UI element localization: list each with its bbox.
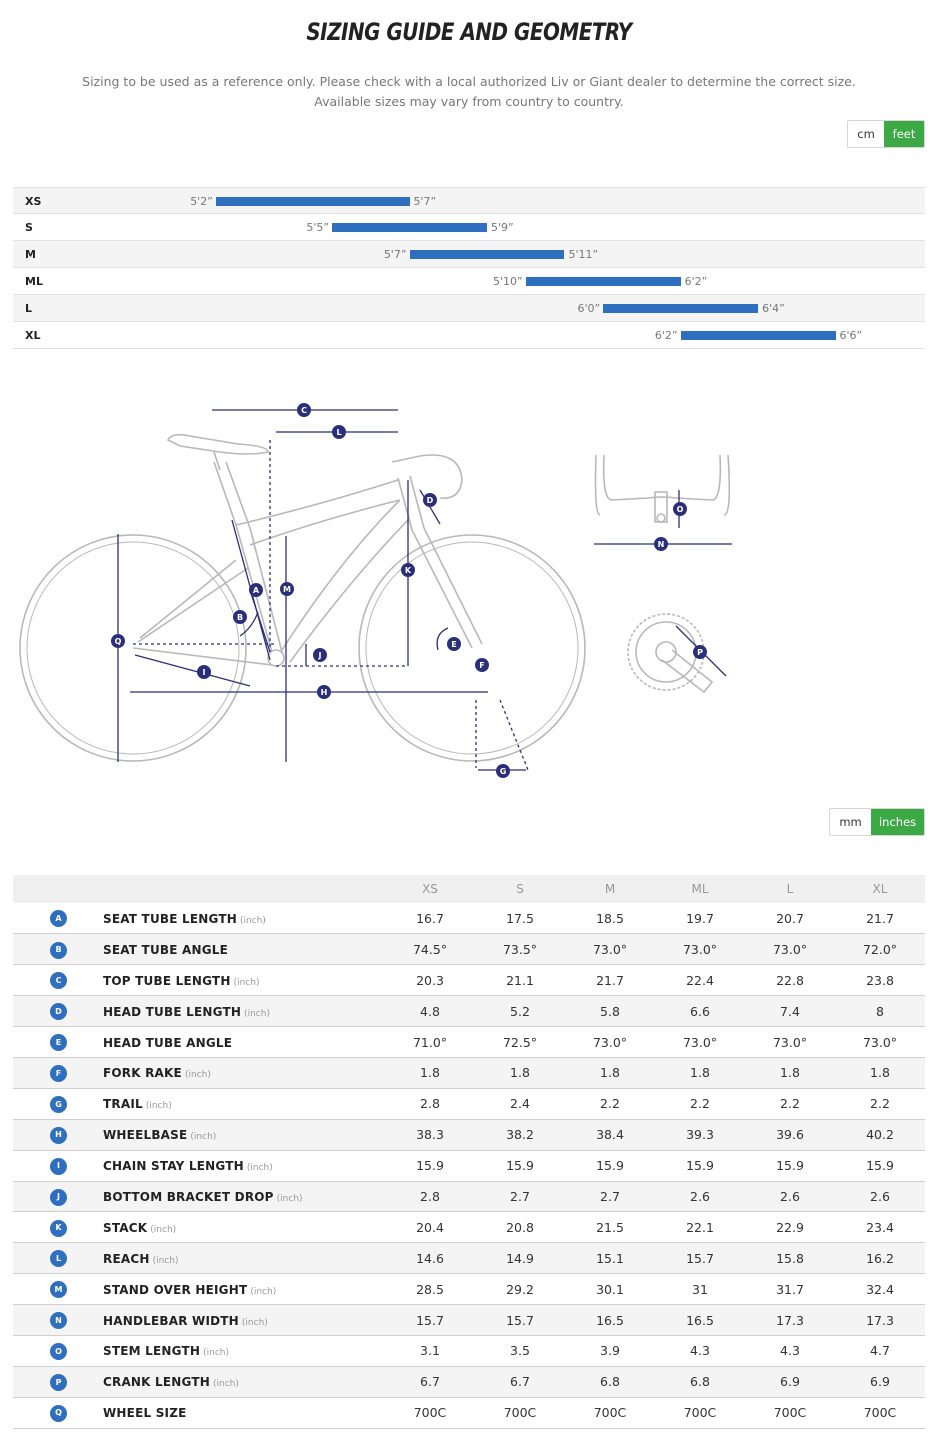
measurement-unit: (inch): [241, 1317, 268, 1328]
measurement-value: 15.7: [475, 1305, 565, 1336]
header-size-s: S: [475, 875, 565, 903]
measurement-letter-badge: Q: [50, 1405, 67, 1422]
svg-text:G: G: [499, 767, 507, 776]
measurement-letter-badge: I: [50, 1158, 67, 1175]
measurement-value: 19.7: [655, 903, 745, 934]
table-row: [13, 903, 925, 934]
measurement-value: 22.1: [655, 1212, 745, 1243]
measurement-letter-badge: L: [50, 1250, 67, 1267]
measurement-value: 6.9: [745, 1366, 835, 1397]
svg-text:A: A: [252, 586, 260, 595]
measurement-value: 4.3: [745, 1335, 835, 1366]
measurement-name: SEAT TUBE ANGLE: [103, 942, 229, 957]
measurement-name-cell: [103, 934, 385, 965]
letter-cell: [13, 1305, 103, 1336]
measurement-value: 23.8: [835, 965, 925, 996]
size-label: XL: [25, 329, 41, 342]
letter-cell: [13, 1366, 103, 1397]
measurement-value: 22.4: [655, 965, 745, 996]
measurement-value: 14.6: [385, 1243, 475, 1274]
page-title: SIZING GUIDE AND GEOMETRY: [306, 18, 632, 46]
size-label: S: [25, 221, 33, 234]
measurement-name: HEAD TUBE LENGTH: [103, 1004, 242, 1019]
diagram-badge-e: [447, 637, 461, 651]
table-row: [13, 1027, 925, 1058]
measurement-value: 700C: [475, 1397, 565, 1428]
measurement-name-cell: [103, 1057, 385, 1088]
measurement-name: CHAIN STAY LENGTH: [103, 1159, 244, 1174]
measurement-letter-badge: K: [50, 1220, 67, 1237]
diagram-badge-c: [297, 403, 311, 417]
measurement-value: 700C: [745, 1397, 835, 1428]
measurement-name-cell: [103, 1027, 385, 1058]
table-row: [13, 1397, 925, 1428]
letter-cell: [13, 1119, 103, 1150]
measurement-value: 15.9: [835, 1150, 925, 1181]
size-range-bar: [410, 250, 565, 259]
header-size-xl: XL: [835, 875, 925, 903]
diagram-badge-p: [693, 645, 707, 659]
measurement-value: 30.1: [565, 1274, 655, 1305]
geometry-diagram: [0, 380, 938, 800]
size-range-bar: [603, 304, 758, 313]
cm-toggle-button[interactable]: cm: [848, 121, 884, 147]
measurement-value: 700C: [835, 1397, 925, 1428]
measurement-value: 2.6: [745, 1181, 835, 1212]
measurement-value: 15.7: [385, 1305, 475, 1336]
measurement-name: HEAD TUBE ANGLE: [103, 1035, 233, 1050]
measurement-value: 28.5: [385, 1274, 475, 1305]
diagram-badge-n: [654, 537, 668, 551]
diagram-badge-o: [673, 502, 687, 516]
measurement-value: 72.0°: [835, 934, 925, 965]
diagram-badge-l: [332, 425, 346, 439]
svg-text:P: P: [697, 648, 703, 657]
measurement-value: 6.8: [655, 1366, 745, 1397]
letter-cell: [13, 1057, 103, 1088]
measurement-value: 5.2: [475, 996, 565, 1027]
measurement-value: 4.8: [385, 996, 475, 1027]
measurement-name: TRAIL: [103, 1097, 143, 1112]
size-min-height: 6'0”: [577, 302, 601, 315]
diagram-badge-k: [401, 563, 415, 577]
size-max-height: 5'11”: [568, 248, 599, 261]
measurement-value: 38.2: [475, 1119, 565, 1150]
header-size-xs: XS: [385, 875, 475, 903]
measurement-value: 38.4: [565, 1119, 655, 1150]
measurement-name: STAND OVER HEIGHT: [103, 1282, 248, 1297]
header-size-l: L: [745, 875, 835, 903]
measurement-value: 15.9: [655, 1150, 745, 1181]
measurement-value: 20.7: [745, 903, 835, 934]
measurement-value: 73.0°: [565, 934, 655, 965]
handlebar-inset: [596, 455, 730, 522]
measurement-letter-badge: J: [50, 1189, 67, 1206]
measurement-name: WHEELBASE: [103, 1128, 188, 1143]
svg-text:B: B: [236, 613, 244, 622]
measurement-name: REACH: [103, 1251, 150, 1266]
measurement-value: 29.2: [475, 1274, 565, 1305]
diagram-badge-q: [111, 634, 125, 648]
size-label: L: [25, 302, 33, 315]
disclaimer-line-2: Available sizes may vary from country to country.: [314, 94, 624, 109]
svg-text:E: E: [451, 640, 457, 649]
measurement-letter-badge: G: [50, 1096, 67, 1113]
drop-bar: [420, 455, 462, 498]
measurement-value: 73.0°: [745, 934, 835, 965]
svg-text:M: M: [283, 585, 291, 594]
measurement-value: 2.8: [385, 1181, 475, 1212]
measurement-name-cell: [103, 1150, 385, 1181]
measurement-value: 15.9: [475, 1150, 565, 1181]
measurement-unit: (inch): [250, 1286, 277, 1297]
rider-height-chart: [13, 187, 925, 349]
measurement-unit: (inch): [246, 1163, 273, 1174]
measurement-name: CRANK LENGTH: [103, 1375, 211, 1390]
measurement-value: 14.9: [475, 1243, 565, 1274]
size-min-height: 5'10”: [493, 275, 523, 288]
measurement-value: 1.8: [475, 1057, 565, 1088]
measurement-name-cell: [103, 1274, 385, 1305]
measurement-value: 1.8: [565, 1057, 655, 1088]
measurement-unit: (inch): [239, 915, 266, 926]
geometry-table: [13, 875, 925, 1429]
measurement-letter-badge: N: [50, 1312, 67, 1329]
measurement-value: 74.5°: [385, 934, 475, 965]
measurement-value: 21.7: [565, 965, 655, 996]
measurement-name-cell: [103, 1119, 385, 1150]
measurement-name: STEM LENGTH: [103, 1344, 201, 1359]
seat-stay: [140, 560, 236, 638]
measurement-value: 73.0°: [565, 1027, 655, 1058]
measurement-unit: (inch): [233, 977, 260, 988]
size-row: [13, 214, 925, 241]
measurement-value: 16.5: [565, 1305, 655, 1336]
measurement-name-cell: [103, 1305, 385, 1336]
svg-text:Q: Q: [114, 637, 122, 646]
measurement-name-cell: [103, 965, 385, 996]
table-header-row: [13, 875, 925, 903]
measurement-value: 3.9: [565, 1335, 655, 1366]
svg-text:I: I: [202, 668, 206, 677]
measurement-value: 73.0°: [655, 1027, 745, 1058]
measurement-value: 38.3: [385, 1119, 475, 1150]
measurement-value: 31.7: [745, 1274, 835, 1305]
measurement-value: 31: [655, 1274, 745, 1305]
measurement-value: 17.3: [835, 1305, 925, 1336]
measurement-value: 3.1: [385, 1335, 475, 1366]
measurement-value: 6.6: [655, 996, 745, 1027]
table-row: [13, 1150, 925, 1181]
letter-cell: [13, 1027, 103, 1058]
measurement-letter-badge: P: [50, 1374, 67, 1391]
measurement-value: 18.5: [565, 903, 655, 934]
letter-cell: [13, 1150, 103, 1181]
measurement-value: 21.5: [565, 1212, 655, 1243]
letter-cell: [13, 1397, 103, 1428]
measurement-name: HANDLEBAR WIDTH: [103, 1313, 239, 1328]
size-range-bar: [526, 277, 681, 286]
size-label: M: [25, 248, 36, 261]
measurement-letter-badge: A: [50, 910, 67, 927]
measurement-letter-badge: C: [50, 972, 67, 989]
measurement-value: 16.7: [385, 903, 475, 934]
measurement-value: 2.2: [565, 1088, 655, 1119]
measurement-value: 22.8: [745, 965, 835, 996]
measurement-value: 700C: [385, 1397, 475, 1428]
measurement-value: 1.8: [655, 1057, 745, 1088]
size-min-height: 5'7”: [383, 248, 407, 261]
size-label: ML: [25, 275, 43, 288]
svg-text:O: O: [676, 505, 684, 514]
size-max-height: 6'4”: [762, 302, 785, 315]
size-row: [13, 187, 925, 214]
diagram-badge-b: [233, 610, 247, 624]
header-size-ml: ML: [655, 875, 745, 903]
table-row: [13, 1088, 925, 1119]
table-row: [13, 1212, 925, 1243]
table-row: [13, 1057, 925, 1088]
svg-text:K: K: [404, 566, 412, 575]
measurement-value: 15.7: [655, 1243, 745, 1274]
measurement-value: 6.9: [835, 1366, 925, 1397]
diagram-badge-m: [280, 582, 294, 596]
measurement-unit: (inch): [203, 1348, 229, 1359]
measurement-value: 15.9: [385, 1150, 475, 1181]
letter-cell: [13, 1088, 103, 1119]
svg-text:D: D: [426, 496, 434, 505]
measurement-unit: (inch): [276, 1193, 303, 1204]
measurement-value: 4.3: [655, 1335, 745, 1366]
measurement-value: 6.8: [565, 1366, 655, 1397]
mm-toggle-button[interactable]: mm: [830, 809, 871, 835]
measurement-letter-badge: H: [50, 1127, 67, 1144]
header-blank: [13, 875, 103, 903]
measurement-value: 8: [835, 996, 925, 1027]
chain-stay: [133, 648, 272, 665]
size-min-height: 5'2”: [190, 195, 213, 208]
diagram-badges: [111, 403, 707, 778]
measurement-value: 39.6: [745, 1119, 835, 1150]
measurement-name-cell: [103, 1397, 385, 1428]
feet-toggle-button[interactable]: feet: [884, 121, 924, 147]
measurement-name: WHEEL SIZE: [103, 1406, 187, 1421]
measurement-value: 16.2: [835, 1243, 925, 1274]
measurement-value: 2.6: [655, 1181, 745, 1212]
measurement-value: 1.8: [385, 1057, 475, 1088]
letter-cell: [13, 1181, 103, 1212]
measurement-value: 16.5: [655, 1305, 745, 1336]
bike-outline: [20, 435, 585, 761]
svg-text:C: C: [301, 406, 307, 415]
diagram-badge-j: [313, 648, 327, 662]
measurement-name: STACK: [103, 1220, 148, 1235]
seatpost-clamp: [214, 452, 220, 470]
measurement-value: 2.6: [835, 1181, 925, 1212]
measurement-value: 39.3: [655, 1119, 745, 1150]
measurement-name-cell: [103, 996, 385, 1027]
table-row: [13, 996, 925, 1027]
measurement-unit: (inch): [213, 1379, 239, 1390]
measurement-name: SEAT TUBE LENGTH: [103, 911, 237, 926]
measurement-value: 1.8: [745, 1057, 835, 1088]
measurement-value: 2.7: [475, 1181, 565, 1212]
measurement-value: 32.4: [835, 1274, 925, 1305]
table-row: [13, 1335, 925, 1366]
size-max-height: 6'6”: [839, 329, 863, 342]
measurement-value: 6.7: [475, 1366, 565, 1397]
size-range-bar: [332, 223, 487, 232]
measurement-letter-badge: M: [50, 1281, 67, 1298]
size-min-height: 5'5”: [306, 221, 330, 234]
size-max-height: 5'9”: [491, 221, 514, 234]
svg-text:F: F: [479, 661, 485, 670]
measurement-value: 2.2: [655, 1088, 745, 1119]
letter-cell: [13, 934, 103, 965]
measurement-letter-badge: D: [50, 1003, 67, 1020]
measurement-value: 20.3: [385, 965, 475, 996]
letter-cell: [13, 965, 103, 996]
table-row: [13, 1366, 925, 1397]
measurement-value: 22.9: [745, 1212, 835, 1243]
measurement-value: 3.5: [475, 1335, 565, 1366]
measurement-value: 73.0°: [655, 934, 745, 965]
measurement-value: 2.4: [475, 1088, 565, 1119]
measurement-value: 2.2: [835, 1088, 925, 1119]
measurement-unit: (inch): [152, 1255, 179, 1266]
top-tube: [236, 480, 398, 525]
letter-cell: [13, 996, 103, 1027]
size-row: [13, 241, 925, 268]
measurement-letter-badge: F: [50, 1065, 67, 1082]
measurement-name: BOTTOM BRACKET DROP: [103, 1189, 274, 1204]
diagram-badge-a: [249, 583, 263, 597]
measurement-value: 6.7: [385, 1366, 475, 1397]
letter-cell: [13, 1335, 103, 1366]
table-row: [13, 1243, 925, 1274]
measurement-value: 20.4: [385, 1212, 475, 1243]
letter-cell: [13, 1243, 103, 1274]
measurement-name: FORK RAKE: [103, 1066, 182, 1081]
measurement-value: 15.1: [565, 1243, 655, 1274]
dimension-lines: [118, 410, 732, 770]
size-range-bar: [681, 331, 836, 340]
measurement-value: 73.0°: [745, 1027, 835, 1058]
measurement-unit: (inch): [190, 1132, 217, 1143]
measurement-value: 1.8: [835, 1057, 925, 1088]
inches-toggle-button[interactable]: inches: [871, 809, 924, 835]
geometry-unit-toggle: [829, 808, 925, 836]
measurement-letter-badge: O: [50, 1343, 67, 1360]
header-blank: [103, 875, 385, 903]
diagram-badge-f: [475, 658, 489, 672]
saddle: [168, 435, 268, 454]
measurement-name-cell: [103, 1181, 385, 1212]
measurement-value: 73.0°: [835, 1027, 925, 1058]
table-row: [13, 1119, 925, 1150]
header-size-m: M: [565, 875, 655, 903]
measurement-value: 21.1: [475, 965, 565, 996]
measurement-unit: (inch): [184, 1070, 211, 1081]
size-range-bar: [216, 197, 410, 206]
measurement-value: 2.8: [385, 1088, 475, 1119]
measurement-name-cell: [103, 1243, 385, 1274]
measurement-value: 4.7: [835, 1335, 925, 1366]
measurement-value: 700C: [655, 1397, 745, 1428]
measurement-value: 15.9: [565, 1150, 655, 1181]
measurement-value: 700C: [565, 1397, 655, 1428]
diagram-badge-g: [496, 764, 510, 778]
measurement-value: 15.9: [745, 1150, 835, 1181]
measurement-unit: (inch): [244, 1008, 270, 1019]
measurement-letter-badge: B: [50, 942, 67, 959]
measurement-value: 2.7: [565, 1181, 655, 1212]
measurement-value: 15.8: [745, 1243, 835, 1274]
measurement-value: 40.2: [835, 1119, 925, 1150]
table-row: [13, 934, 925, 965]
measurement-value: 5.8: [565, 996, 655, 1027]
measurement-name-cell: [103, 1366, 385, 1397]
svg-text:N: N: [657, 540, 665, 549]
table-row: [13, 1305, 925, 1336]
measurement-name-cell: [103, 1335, 385, 1366]
measurement-value: 20.8: [475, 1212, 565, 1243]
down-tube: [282, 500, 400, 650]
measurement-unit: (inch): [150, 1224, 177, 1235]
measurement-name-cell: [103, 903, 385, 934]
diagram-badge-h: [317, 685, 331, 699]
table-row: [13, 1274, 925, 1305]
measurement-value: 17.5: [475, 903, 565, 934]
size-min-height: 6'2”: [654, 329, 678, 342]
size-row: [13, 295, 925, 322]
measurement-unit: (inch): [145, 1101, 172, 1112]
disclaimer-line-1: Sizing to be used as a reference only. Please check with a local authorized Liv or Giant dealer to determine the correct size.: [82, 74, 856, 89]
bottom-bracket: [268, 650, 284, 666]
table-row: [13, 965, 925, 996]
size-label: XS: [25, 195, 42, 208]
diagram-badge-d: [423, 493, 437, 507]
measurement-value: 73.5°: [475, 934, 565, 965]
diagram-badge-i: [197, 665, 211, 679]
measurement-value: 17.3: [745, 1305, 835, 1336]
stem: [392, 456, 420, 462]
measurement-name-cell: [103, 1088, 385, 1119]
measurement-value: 7.4: [745, 996, 835, 1027]
letter-cell: [13, 1274, 103, 1305]
measurement-value: 23.4: [835, 1212, 925, 1243]
measurement-value: 72.5°: [475, 1027, 565, 1058]
size-row: [13, 322, 925, 349]
table-row: [13, 1181, 925, 1212]
height-unit-toggle: [847, 120, 925, 148]
measurement-name: TOP TUBE LENGTH: [103, 973, 231, 988]
svg-text:H: H: [320, 688, 328, 697]
letter-cell: [13, 1212, 103, 1243]
measurement-value: 21.7: [835, 903, 925, 934]
size-max-height: 5'7”: [413, 195, 437, 208]
measurement-value: 71.0°: [385, 1027, 475, 1058]
size-max-height: 6'2”: [684, 275, 708, 288]
svg-text:L: L: [336, 428, 342, 437]
letter-cell: [13, 903, 103, 934]
measurement-letter-badge: E: [50, 1034, 67, 1051]
svg-text:J: J: [318, 651, 322, 660]
measurement-value: 2.2: [745, 1088, 835, 1119]
size-row: [13, 268, 925, 295]
measurement-name-cell: [103, 1212, 385, 1243]
